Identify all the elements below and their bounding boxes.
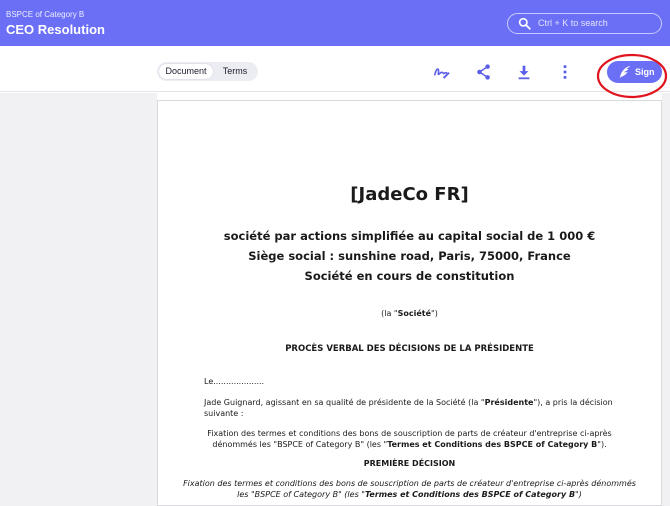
company-address: Siège social : sunshine road, Paris, 75000, France bbox=[248, 249, 571, 263]
intro-line-1: Jade Guignard, agissant en sa qualité de présidente de la Société (la "Présidente"), a pris la décision bbox=[204, 398, 613, 407]
more-vertical-icon[interactable] bbox=[556, 63, 574, 81]
search-placeholder: Ctrl + K to search bbox=[538, 18, 608, 28]
date-line: Le.................... bbox=[204, 377, 265, 386]
document-page bbox=[157, 100, 662, 506]
search-input[interactable] bbox=[507, 13, 662, 34]
left-panel bbox=[0, 93, 157, 506]
minutes-heading: PROCÈS VERBAL DES DÉCISIONS DE LA PRÉSIDENTE bbox=[285, 344, 534, 354]
intro-line-2: suivante : bbox=[204, 409, 244, 418]
search-icon bbox=[518, 17, 531, 30]
right-gutter bbox=[662, 93, 670, 506]
share-icon[interactable] bbox=[475, 63, 493, 81]
sign-button-label: Sign bbox=[635, 67, 655, 77]
societe-definition: (la "Société") bbox=[381, 309, 438, 318]
highlight-circle bbox=[596, 53, 668, 99]
page-title: CEO Resolution bbox=[6, 22, 105, 37]
view-switcher bbox=[157, 62, 258, 81]
decision-line-1: Fixation des termes et conditions des bons de souscription de parts de créateur d'entreprise ci-après dénommés bbox=[183, 479, 636, 488]
company-capital: société par actions simplifiée au capital social de 1 000 € bbox=[223, 229, 596, 243]
company-name: [JadeCo FR] bbox=[350, 184, 469, 205]
agenda-line-2: dénommés les "BSPCE of Category B" (les "Termes et Conditions des BSPCE of Category B"). bbox=[212, 440, 607, 449]
download-icon[interactable] bbox=[515, 63, 533, 81]
app-header bbox=[0, 0, 670, 46]
decision-line-2: les "BSPCE of Category B" (les "Termes et Conditions des BSPCE of Category B") bbox=[237, 490, 582, 499]
breadcrumb[interactable]: BSPCE of Category B bbox=[6, 10, 85, 19]
agenda-line-1: Fixation des termes et conditions des bons de souscription de parts de créateur d'entreprise ci-après bbox=[207, 429, 612, 438]
company-status: Société en cours de constitution bbox=[304, 269, 515, 283]
signature-icon[interactable] bbox=[433, 63, 451, 81]
decision-heading: PREMIÈRE DÉCISION bbox=[363, 459, 456, 468]
document-toolbar bbox=[0, 46, 670, 92]
tab-terms[interactable]: Terms bbox=[222, 66, 248, 76]
tab-document[interactable]: Document bbox=[159, 64, 213, 79]
